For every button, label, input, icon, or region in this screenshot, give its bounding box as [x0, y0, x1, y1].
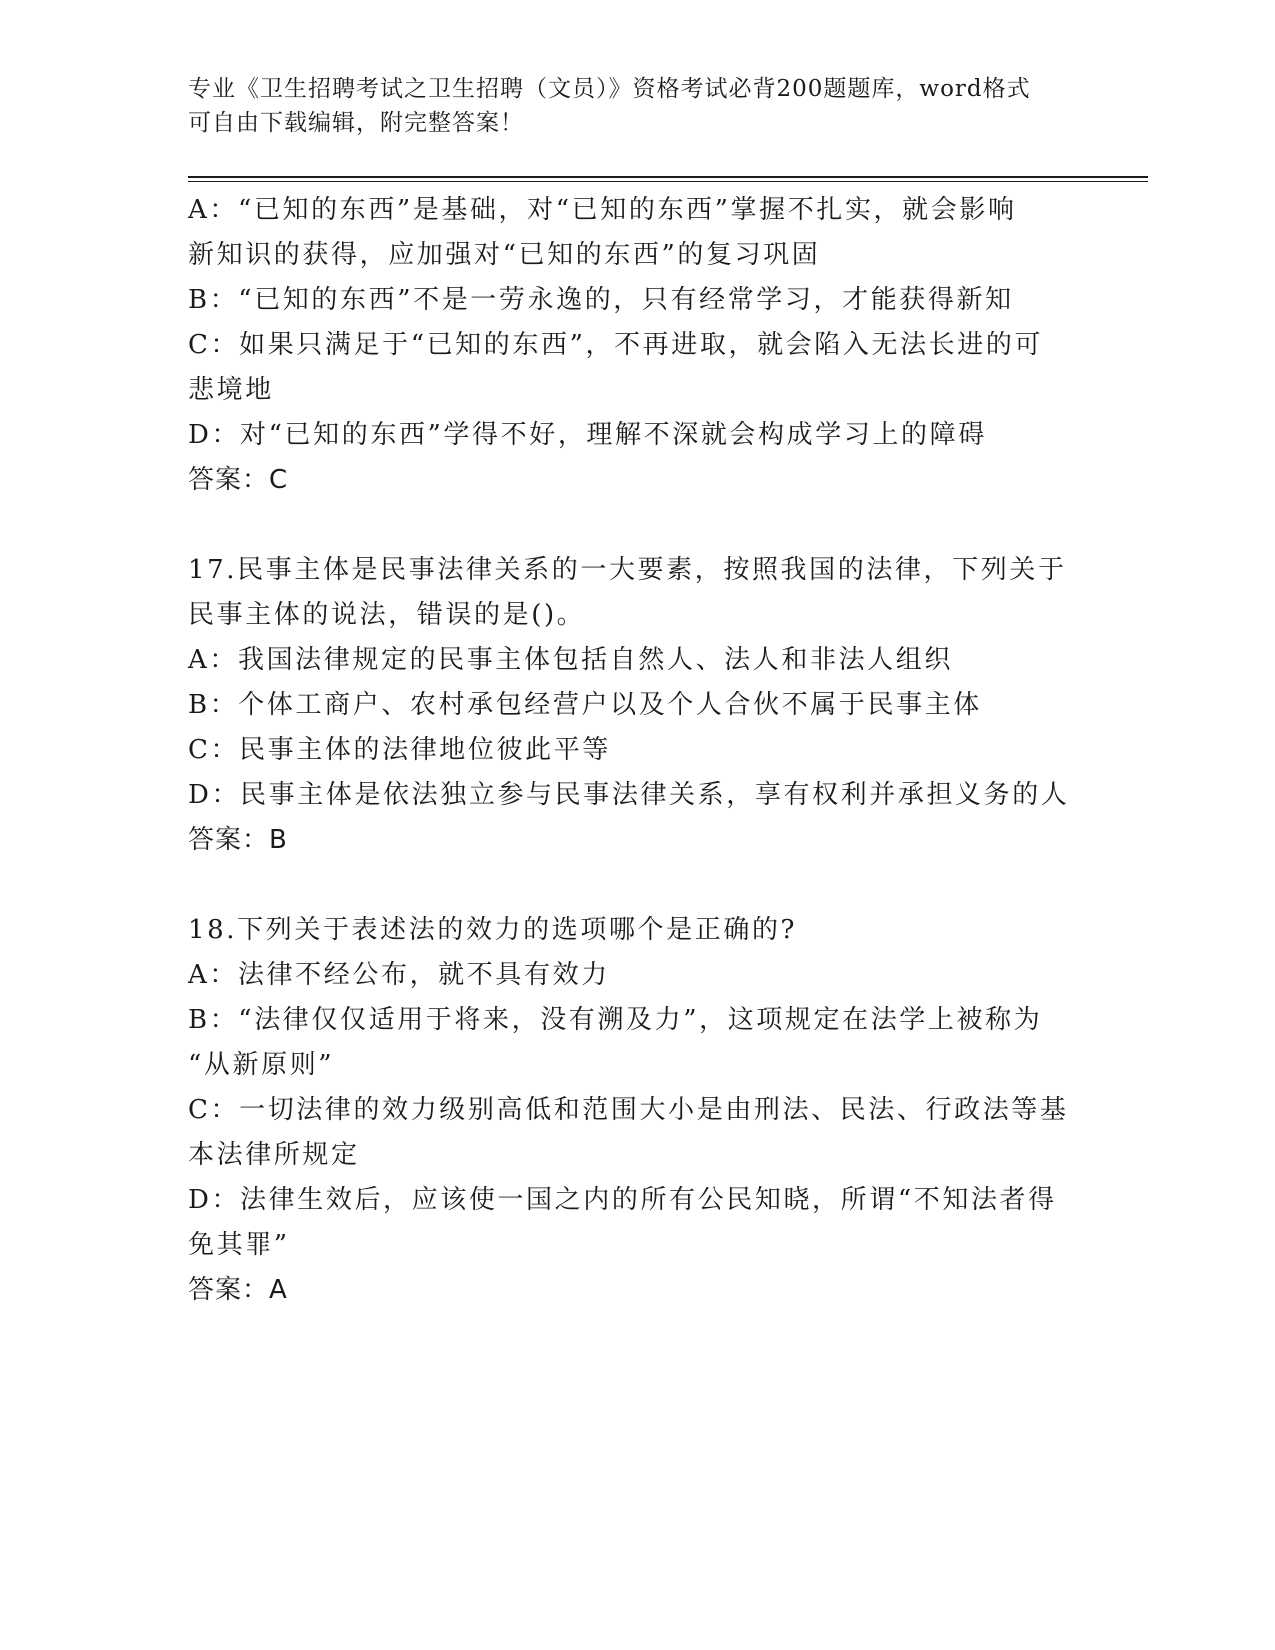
q17-option-c: C：民事主体的法律地位彼此平等	[188, 735, 611, 765]
question-spacer	[188, 503, 1068, 548]
q18-option-d-line-2: 免其罪”	[188, 1230, 290, 1260]
document-body	[188, 188, 1068, 1313]
q17-option-b: B：个体工商户、农村承包经营户以及个人合伙不属于民事主体	[188, 690, 982, 720]
question-18-block	[188, 908, 1068, 1313]
question-spacer	[188, 863, 1068, 908]
q16-option-d: D：对“已知的东西”学得不好，理解不深就会构成学习上的障碍	[188, 420, 987, 450]
header-divider-thick	[188, 176, 1148, 178]
document-header	[188, 72, 1088, 140]
q16-option-a-line-2: 新知识的获得，应加强对“已知的东西”的复习巩固	[188, 240, 821, 270]
q16-answer: 答案：C	[188, 465, 289, 495]
q18-option-c-line-1: C：一切法律的效力级别高低和范围大小是由刑法、民法、行政法等基	[188, 1095, 1069, 1125]
q17-stem-line-1: 17.民事主体是民事法律关系的一大要素，按照我国的法律，下列关于	[188, 555, 1067, 585]
q18-answer: 答案：A	[188, 1275, 288, 1305]
q17-option-a: A：我国法律规定的民事主体包括自然人、法人和非法人组织	[188, 645, 953, 675]
question-16-block	[188, 188, 1068, 503]
q17-stem-line-2: 民事主体的说法，错误的是()。	[188, 600, 586, 630]
q16-option-c-line-1: C：如果只满足于“已知的东西”，不再进取，就会陷入无法长进的可	[188, 330, 1044, 360]
q18-option-d-line-1: D：法律生效后，应该使一国之内的所有公民知晓，所谓“不知法者得	[188, 1185, 1057, 1215]
header-divider-thin	[188, 181, 1148, 182]
q18-option-a: A：法律不经公布，就不具有效力	[188, 960, 610, 990]
q16-option-b: B：“已知的东西”不是一劳永逸的，只有经常学习，才能获得新知	[188, 285, 1014, 315]
q18-option-b-line-1: B：“法律仅仅适用于将来，没有溯及力”，这项规定在法学上被称为	[188, 1005, 1043, 1035]
q16-option-a-line-1: A：“已知的东西”是基础，对“已知的东西”掌握不扎实，就会影响	[188, 195, 1017, 225]
q18-stem: 18.下列关于表述法的效力的选项哪个是正确的?	[188, 915, 798, 945]
q18-option-b-line-2: “从新原则”	[188, 1050, 335, 1080]
q17-option-d: D：民事主体是依法独立参与民事法律关系，享有权利并承担义务的人	[188, 780, 1070, 810]
q18-option-c-line-2: 本法律所规定	[188, 1140, 360, 1170]
q17-answer: 答案：B	[188, 825, 288, 855]
question-17-block	[188, 548, 1068, 863]
header-title-line-1: 专业《卫生招聘考试之卫生招聘（文员）》资格考试必背200题题库，word格式	[188, 76, 1031, 102]
q16-option-c-line-2: 悲境地	[188, 375, 274, 405]
header-title-line-2: 可自由下载编辑，附完整答案！	[188, 110, 524, 136]
